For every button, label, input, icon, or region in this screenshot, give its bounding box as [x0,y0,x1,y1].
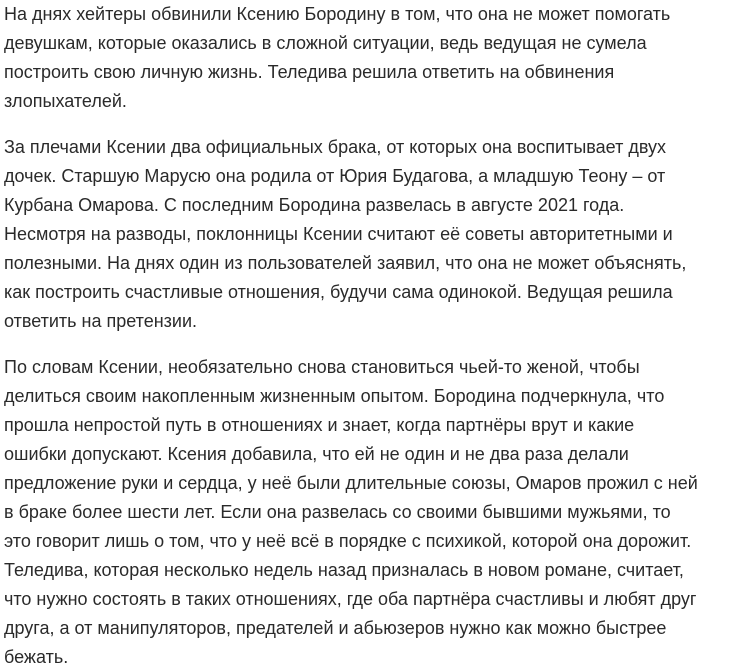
paragraph-line: дочек. Старшую Марусю она родила от Юрия Будагова, а младшую Теону – от [4,166,666,186]
paragraph-line: друга, а от манипуляторов, предателей и абьюзеров нужно как можно быстрее [4,618,667,638]
paragraph-line: бежать. [4,647,69,667]
paragraph-line: построить свою личную жизнь. Теледива решила ответить на обвинения [4,62,615,82]
paragraph-line: что нужно состоять в таких отношениях, где оба партнёра счастливы и любят друг [4,589,697,609]
paragraph-line: По словам Ксении, необязательно снова становиться чьей-то женой, чтобы [4,357,640,377]
paragraph-line: ошибки допускают. Ксения добавила, что ей не один и не два раза делали [4,444,629,464]
paragraph-line: За плечами Ксении два официальных брака, от которых она воспитывает двух [4,137,666,157]
paragraph-line: полезными. На днях один из пользователей заявил, что она не может объяснять, [4,253,687,273]
paragraph-line: прошла непростой путь в отношениях и знает, когда партнёры врут и какие [4,415,635,435]
paragraph-line: делиться своим накопленным жизненным опытом. Бородина подчеркнула, что [4,386,665,406]
paragraph-line: Курбана Омарова. С последним Бородина развелась в августе 2021 года. [4,195,625,215]
paragraph-line: как построить счастливые отношения, будучи сама одинокой. Ведущая решила [4,282,673,302]
paragraph-line: девушкам, которые оказались в сложной ситуации, ведь ведущая не сумела [4,33,647,53]
paragraph-line: На днях хейтеры обвинили Ксению Бородину в том, что она не может помогать [4,4,671,24]
paragraph-line: Теледива, которая несколько недель назад призналась в новом романе, считает, [4,560,684,580]
paragraph-line: злопыхателей. [4,91,127,111]
paragraph-line: это говорит лишь о том, что у неё всё в порядке с психикой, которой она дорожит. [4,531,692,551]
paragraph-line: в браке более шести лет. Если она развелась со своими бывшими мужьями, то [4,502,671,522]
paragraph-line: ответить на претензии. [4,311,198,331]
paragraph-line: предложение руки и сердца, у неё были длительные союзы, Омаров прожил с ней [4,473,698,493]
paragraph-line: Несмотря на разводы, поклонницы Ксении считают её советы авторитетными и [4,224,673,244]
